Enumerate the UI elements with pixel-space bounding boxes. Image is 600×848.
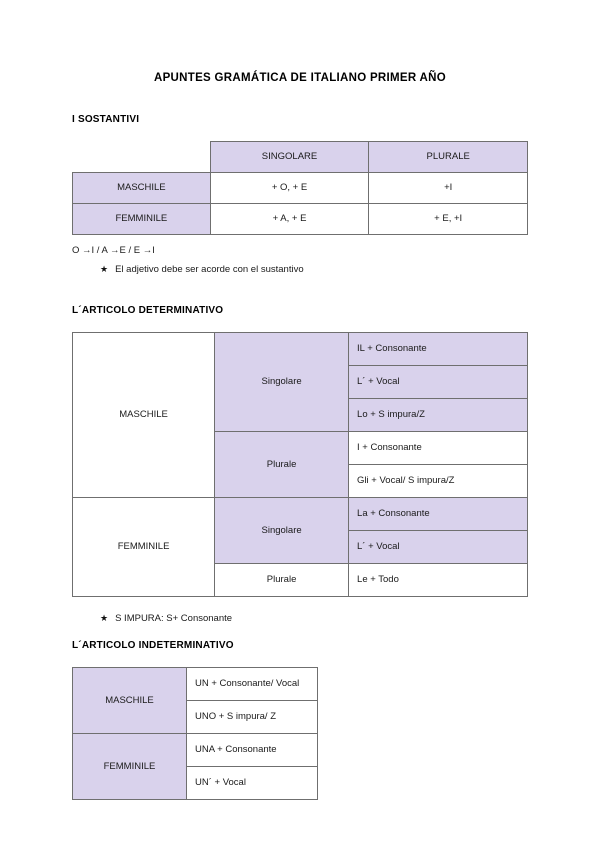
table-row xyxy=(73,173,528,204)
cell-number-maschile-singolare: Singolare xyxy=(215,333,349,432)
table-header-plurale: PLURALE xyxy=(369,142,528,173)
cell-form: L´ + Vocal xyxy=(349,531,528,564)
table-row xyxy=(73,333,528,366)
note-text: S IMPURA: S+ Consonante xyxy=(115,613,233,624)
note-adjective-agreement xyxy=(100,264,528,275)
cell-form: UN´ + Vocal xyxy=(186,767,317,800)
cell-form: L´ + Vocal xyxy=(349,366,528,399)
cell-number-femminile-plurale: Plurale xyxy=(215,564,349,597)
table-row xyxy=(73,734,318,767)
row-label-femminile: FEMMINILE xyxy=(73,204,211,235)
table-articolo-indeterminativo xyxy=(72,667,318,800)
cell-form: I + Consonante xyxy=(349,432,528,465)
table-row xyxy=(73,498,528,531)
table-row xyxy=(73,204,528,235)
cell-number-femminile-singolare: Singolare xyxy=(215,498,349,564)
cell-gender-maschile: MASCHILE xyxy=(73,668,187,734)
cell-gender-maschile: MASCHILE xyxy=(73,333,215,498)
cell-femminile-plurale: + E, +I xyxy=(369,204,528,235)
note-text: El adjetivo debe ser acorde con el sustantivo xyxy=(115,264,304,275)
row-label-maschile: MASCHILE xyxy=(73,173,211,204)
cell-maschile-singolare: + O, + E xyxy=(210,173,369,204)
cell-maschile-plurale: +I xyxy=(369,173,528,204)
cell-form: La + Consonante xyxy=(349,498,528,531)
table-cell-empty xyxy=(73,142,211,173)
table-header-singolare: SINGOLARE xyxy=(210,142,369,173)
cell-form: UNA + Consonante xyxy=(186,734,317,767)
table-row xyxy=(73,142,528,173)
table-articolo-determinativo xyxy=(72,332,528,597)
cell-form: UN + Consonante/ Vocal xyxy=(186,668,317,701)
cell-form: Gli + Vocal/ S impura/Z xyxy=(349,465,528,498)
cell-gender-femminile: FEMMINILE xyxy=(73,498,215,597)
cell-form: Lo + S impura/Z xyxy=(349,399,528,432)
table-row xyxy=(73,668,318,701)
cell-gender-femminile: FEMMINILE xyxy=(73,734,187,800)
cell-form: UNO + S impura/ Z xyxy=(186,701,317,734)
section-heading-sostantivi: I SOSTANTIVI xyxy=(72,114,140,125)
vowel-change-rule: O →I / A →E / E →I xyxy=(72,245,155,256)
star-icon: ★ xyxy=(100,613,109,623)
cell-form: IL + Consonante xyxy=(349,333,528,366)
page-title: APUNTES GRAMÁTICA DE ITALIANO PRIMER AÑO xyxy=(153,72,447,84)
cell-femminile-singolare: + A, + E xyxy=(210,204,369,235)
note-s-impura xyxy=(100,613,528,624)
cell-number-maschile-plurale: Plurale xyxy=(215,432,349,498)
star-icon: ★ xyxy=(100,264,109,274)
table-sostantivi xyxy=(72,141,528,235)
cell-form: Le + Todo xyxy=(349,564,528,597)
section-heading-indeterminativo: L´ARTICOLO INDETERMINATIVO xyxy=(72,640,234,651)
section-heading-determinativo: L´ARTICOLO DETERMINATIVO xyxy=(72,305,224,316)
